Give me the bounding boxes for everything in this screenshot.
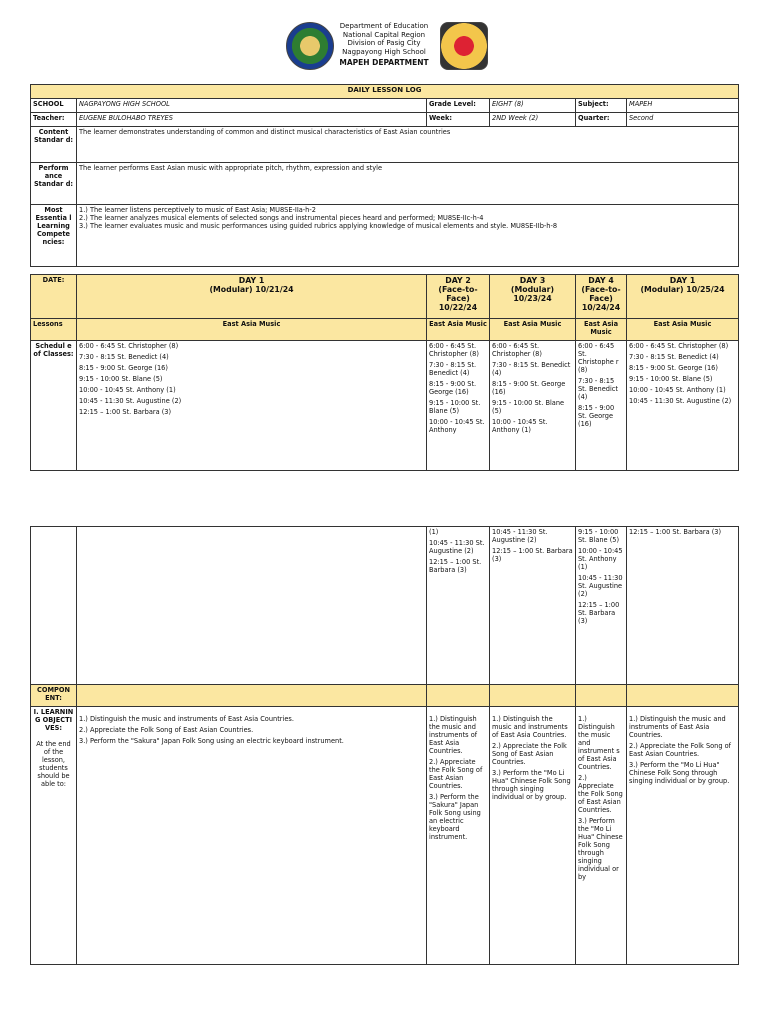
teacher-value: EUGENE BULOHABO TREYES [77, 113, 427, 127]
lessons-label: Lessons [31, 319, 77, 341]
day-header: DAY 1 (Modular) 10/21/24 [77, 275, 427, 319]
objectives-cell: 1.) Distinguish the music and instruments of East Asia Countries. 2.) Appreciate the Folk Song of East Asian Countries. 3.) Perform the "Sakura" Japan Folk Song using an electric keyboard instrument. [77, 707, 427, 965]
teacher-label: Teacher: [31, 113, 77, 127]
performance-standard-label: Perform ance Standar d: [31, 163, 77, 205]
schedule-cell: 6:00 - 6:45 St. Christopher (8) 7:30 - 8:15 St. Benedict (4) 8:15 - 9:00 St. George (16) 9:15 - 10:00 St. Blane (5) 10:00 - 10:45 St. Anthony [427, 341, 490, 471]
competency-item: 2.) The learner analyzes musical elements of selected songs and instrumental pieces heard and performed; MU8SE-IIc-h-4 [79, 214, 484, 222]
objectives-sub: At the end of the lesson, students should be able to: [36, 740, 71, 788]
header-line: Nagpayong High School [342, 47, 426, 56]
objectives-cell: 1.) Distinguish the music and instruments of East Asia Countries. 2.) Appreciate the Folk Song of East Asian Countries. 3.) Perform the "Mo Li Hua" Chinese Folk Song through singing individual or by group. [490, 707, 576, 965]
schedule-label: Schedul e of Classes: [31, 341, 77, 471]
lesson-title: East Asia Music [627, 319, 739, 341]
day-header: DAY 3 (Modular) 10/23/24 [490, 275, 576, 319]
header-text [320, 22, 448, 68]
component-label: COMPON ENT: [31, 685, 77, 707]
day-header: DAY 2 (Face-to- Face) 10/22/24 [427, 275, 490, 319]
component-cell [627, 685, 739, 707]
competencies-list [77, 205, 739, 267]
performance-standard-text: The learner performs East Asian music with appropriate pitch, rhythm, expression and style [77, 163, 739, 205]
lesson-title: East Asia Music [490, 319, 576, 341]
quarter-value: Second [627, 113, 739, 127]
document-header [0, 18, 768, 80]
grade-label: Grade Level: [427, 99, 490, 113]
day-header: DAY 1 (Modular) 10/25/24 [627, 275, 739, 319]
schedule-cell: 10:45 - 11:30 St. Augustine (2) 12:15 – 1:00 St. Barbara (3) [490, 527, 576, 685]
objectives-label-cell [31, 707, 77, 965]
department-title: MAPEH DEPARTMENT [339, 58, 429, 67]
continuation-table [30, 526, 739, 965]
objectives-label: I. LEARNIN G OBJECTI VES: [33, 708, 74, 732]
subject-value: MAPEH [627, 99, 739, 113]
component-cell [427, 685, 490, 707]
header-line: Department of Education [339, 22, 429, 30]
log-title: DAILY LESSON LOG [31, 85, 739, 99]
schedule-label-empty [31, 527, 77, 685]
schedule-cell: 9:15 - 10:00 St. Blane (5) 10:00 - 10:45 St. Anthony (1) 10:45 - 11:30 St. Augustine (2) 12:15 – 1:00 St. Barbara (3) [576, 527, 627, 685]
header-line: National Capital Region [342, 30, 426, 39]
subject-label: Subject: [576, 99, 627, 113]
schedule-table [30, 274, 739, 471]
component-cell [576, 685, 627, 707]
lesson-title: East Asia Music [427, 319, 490, 341]
daily-lesson-log-table [30, 84, 739, 267]
schedule-cell: 12:15 – 1:00 St. Barbara (3) [627, 527, 739, 685]
competency-item: 3.) The learner evaluates music and music performances using guided rubrics applying knowledge of musical elements and style. MU8SE-IIb-h-8 [79, 222, 558, 230]
week-label: Week: [427, 113, 490, 127]
header-line: Division of Pasig City [347, 39, 421, 47]
grade-value: EIGHT (8) [490, 99, 576, 113]
competencies-label: Most Essentia l Learning Compete ncies: [31, 205, 77, 267]
schedule-cell: (1) 10:45 - 11:30 St. Augustine (2) 12:15 – 1:00 St. Barbara (3) [427, 527, 490, 685]
content-standard-label: Content Standar d: [31, 127, 77, 163]
schedule-cell: 6:00 - 6:45 St. Christopher (8) 7:30 - 8:15 St. Benedict (4) 8:15 - 9:00 St. George (16) 9:15 - 10:00 St. Blane (5) 10:00 - 10:45 St. Anthony (1) 10:45 - 11:30 St. Augustine (2) [627, 341, 739, 471]
lesson-title: East Asia Music [576, 319, 627, 341]
school-logo [440, 22, 488, 70]
week-value: 2ND Week (2) [490, 113, 576, 127]
quarter-label: Quarter: [576, 113, 627, 127]
school-value: NAGPAYONG HIGH SCHOOL [77, 99, 427, 113]
objectives-cell: 1.) Distinguish the music and instruments of East Asia Countries. 2.) Appreciate the Folk Song of East Asian Countries. 3.) Perform the "Mo Li Hua" Chinese Folk Song through singing individual or by group. [627, 707, 739, 965]
schedule-cell: 6:00 - 6:45 St. Christophe r (8) 7:30 - 8:15 St. Benedict (4) 8:15 - 9:00 St. George (16) [576, 341, 627, 471]
content-standard-text: The learner demonstrates understanding of common and distinct musical characteristics of East Asian countries [77, 127, 739, 163]
day-header: DAY 4 (Face-to- Face) 10/24/24 [576, 275, 627, 319]
schedule-cell [77, 527, 427, 685]
lesson-title: East Asia Music [77, 319, 427, 341]
component-cell [77, 685, 427, 707]
date-label: DATE: [31, 275, 77, 319]
competency-item: 1.) The learner listens perceptively to music of East Asia; MU8SE-IIa-h-2 [79, 206, 316, 214]
objectives-cell: 1.) Distinguish the music and instruments of East Asia Countries. 2.) Appreciate the Folk Song of East Asian Countries. 3.) Perform the "Sakura" Japan Folk Song using an electric keyboard instrument. [427, 707, 490, 965]
schedule-cell: 6:00 - 6:45 St. Christopher (8) 7:30 - 8:15 St. Benedict (4) 8:15 - 9:00 St. George (16) 9:15 - 10:00 St. Blane (5) 10:00 - 10:45 St. Anthony (1) [490, 341, 576, 471]
component-cell [490, 685, 576, 707]
school-label: SCHOOL [31, 99, 77, 113]
schedule-cell: 6:00 - 6:45 St. Christopher (8) 7:30 - 8:15 St. Benedict (4) 8:15 - 9:00 St. George (16) 9:15 - 10:00 St. Blane (5) 10:00 - 10:45 St. Anthony (1) 10:45 - 11:30 St. Augustine (2) 12:15 – 1:00 St. Barbara (3) [77, 341, 427, 471]
objectives-cell: 1.) Distinguish the music and instrument s of East Asia Countries. 2.) Appreciate the Folk Song of East Asian Countries. 3.) Perform the "Mo Li Hua" Chinese Folk Song through singing individual or by [576, 707, 627, 965]
